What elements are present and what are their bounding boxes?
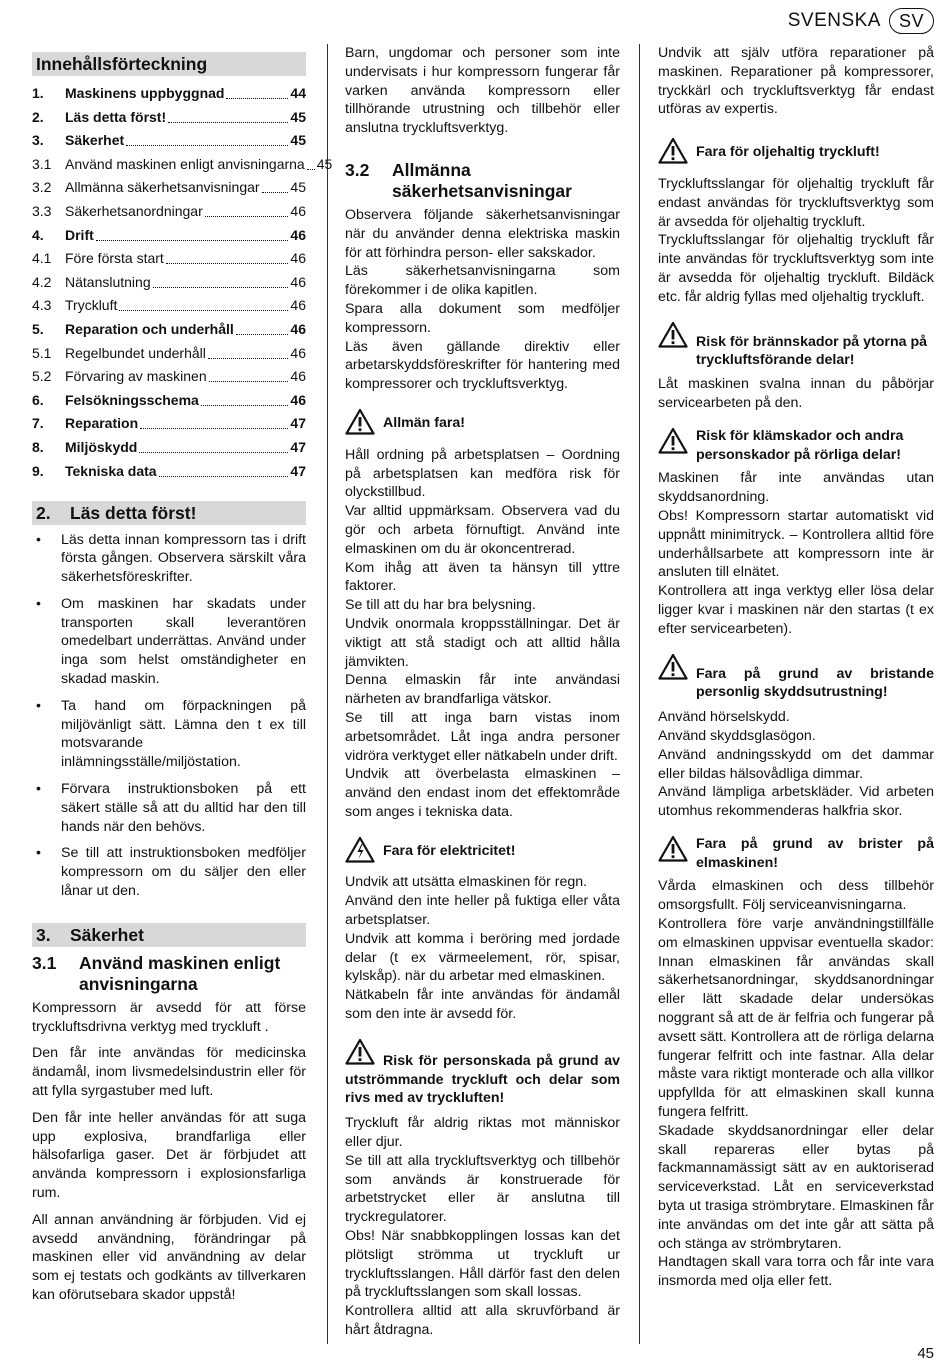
toc-item <box>32 202 306 221</box>
toc-item-title: Felsökningsschema <box>65 391 199 408</box>
warning-triangle-icon <box>658 321 688 354</box>
section-2-bullets <box>32 531 306 901</box>
paragraph: Kom ihåg att även ta hänsyn till yttre faktorer. <box>345 559 620 595</box>
paragraph: Obs! Kompressorn startar automatiskt vid uppnått minimitryck. – Kontrollera alltid före underhållsarbete att kompressorn inte är ansluten till elnätet. <box>658 507 934 581</box>
section-3-heading <box>32 923 306 947</box>
toc-item-page: 47 <box>290 462 306 479</box>
paragraph: Maskinen får inte användas utan skyddsanordning. <box>658 470 934 506</box>
toc-item-number: 3. <box>32 132 44 149</box>
toc-item-title: Miljöskydd <box>65 438 138 455</box>
warning-triangle-icon <box>658 653 688 686</box>
toc-item-page: 46 <box>290 226 306 243</box>
toc-item <box>32 84 306 103</box>
electric-hazard-icon <box>345 836 375 869</box>
toc-title: Innehållsförteckning <box>36 54 208 74</box>
toc-item-title: Reparation <box>65 415 139 432</box>
paragraph: Obs! När snabbkopplingen lossas kan det plötsligt strömma ut tryckluft ur tryckluftsslangen. Håll därför fast den delen på tryckluftsslangen som skall lossas. <box>345 1228 620 1301</box>
toc-leader-dots <box>153 287 289 288</box>
subsection-title: Använd maskinen enligt anvisningarna <box>79 952 281 994</box>
toc-item-title: Reparation och underhåll <box>65 320 234 337</box>
toc-item-title: Läs detta först! <box>65 108 167 125</box>
toc-item <box>32 108 306 127</box>
toc-item-page: 47 <box>290 415 306 432</box>
toc-item <box>32 320 306 339</box>
warning-electric <box>345 836 620 869</box>
toc-item-number: 5. <box>32 320 44 337</box>
toc-item-number: 3.1 <box>32 155 52 172</box>
warning-oil <box>658 137 934 170</box>
toc-item <box>32 178 306 197</box>
toc-item-number: 4.1 <box>32 250 52 267</box>
toc-item <box>32 296 306 315</box>
toc-leader-dots <box>140 428 288 429</box>
section-number: 3. <box>36 924 51 945</box>
toc-item-number: 6. <box>32 391 44 408</box>
paragraph: Använd den inte heller på fuktiga eller våta arbetsplatser. <box>345 893 620 929</box>
page-number: 45 <box>917 1345 934 1362</box>
toc-item <box>32 438 306 457</box>
warning-burn <box>658 321 934 371</box>
bullet-item: • Se till att instruktionsboken medföljer kompressorn om du säljer den eller lånar ut den. <box>32 844 306 900</box>
toc-leader-dots <box>166 263 289 264</box>
paragraph: Läs även gällande direktiv eller arbetarskyddsföreskrifter för hantering med kompressorer och tryckluftsverktyg. <box>345 338 620 393</box>
toc-item-number: 5.2 <box>32 368 52 385</box>
toc-item-number: 3.3 <box>32 202 52 219</box>
subsection-title: Allmänna säkerhetsanvisningar <box>392 159 572 201</box>
toc-item-page: 46 <box>290 320 306 337</box>
warning-title: Fara på grund av brister på elmaskinen! <box>696 835 934 871</box>
intro-paragraph: Undvik att själv utföra reparationer på maskinen. Reparationer på kompressorer, tryckkärl och tryckluftsverktyg får endast utföras av expertis. <box>658 45 934 118</box>
subsection-number: 3.2 <box>345 159 370 180</box>
warning-electric-body <box>345 873 620 1023</box>
toc-item-title: Säkerhet <box>65 132 125 149</box>
section-number: 2. <box>36 502 51 523</box>
paragraph: Använd skyddsglasögon. <box>658 727 816 744</box>
warning-title: Risk för personskada på grund av utströmmande tryckluft och delar som rivs med av tryckluften! <box>345 1052 620 1107</box>
paragraph: Kontrollera att inga verktyg eller lösa delar ligger kvar i maskinen när den startas (t ex efter servicearbeten). <box>658 583 934 637</box>
toc-item-page: 46 <box>290 202 306 219</box>
paragraph: Håll ordning på arbetsplatsen – Oordning på arbetsplatsen kan medföra risk för olyckstillbud. <box>345 446 620 501</box>
paragraph: Denna elmaskin får inte användasi närheten av brandfarliga vätskor. <box>345 672 620 708</box>
toc-list <box>32 84 333 481</box>
toc-item-number: 1. <box>32 85 44 101</box>
toc-item <box>32 462 306 481</box>
toc-item-number: 2. <box>32 108 44 125</box>
intro-paragraph: Barn, ungdomar och personer som inte undervisats i hur kompressorn fungerar får varken använda kompressorn eller tillhörande utrustning och tillbehör eller anslutna tryckluftsverktyg. <box>345 45 620 137</box>
warning-title: Fara på grund av bristande personlig skyddsutrustning! <box>696 665 934 701</box>
paragraph: Var alltid uppmärksam. Observera vad du gör och arbeta förnuftigt. Använd inte elmaskinen om du är okoncentrerad. <box>345 503 620 557</box>
toc-item-page: 46 <box>290 368 306 385</box>
warning-triangle-icon <box>658 137 688 170</box>
paragraph: Vårda elmaskinen och dess tillbehör omsorgsfullt. Följ serviceanvisningarna. <box>658 878 934 914</box>
toc-leader-dots <box>307 169 315 170</box>
subsection-3-1-body <box>32 999 306 1305</box>
warning-crush-body <box>658 469 934 638</box>
language-indicator <box>788 8 934 34</box>
toc-item <box>32 344 306 363</box>
subsection-3-2-heading <box>345 160 620 202</box>
toc-leader-dots <box>205 216 289 217</box>
toc-leader-dots <box>262 192 289 193</box>
paragraph: Observera följande säkerhetsanvisningar när du använder denna elektriska maskin för att förhindra person- eller sakskador. <box>345 206 620 261</box>
paragraph: Undvik att komma i beröring med jordade delar (t ex värmeelement, rör, spisar, kylskåp). när du arbetar med elmaskinen. <box>345 930 620 985</box>
warning-triangle-icon <box>345 1038 375 1071</box>
toc-item-title: Säkerhetsanordningar <box>65 202 203 219</box>
toc-leader-dots <box>96 240 289 241</box>
warning-title: Allmän fara! <box>383 414 465 431</box>
section-title: Läs detta först! <box>70 502 197 523</box>
toc-item-title: Drift <box>65 226 94 243</box>
toc-item-title: Använd maskinen enligt anvisningarna <box>65 155 305 172</box>
column-3 <box>658 44 934 1291</box>
warning-triangle-icon <box>345 408 375 441</box>
paragraph: Använd lämpliga arbetskläder. Vid arbeten utomhus rekommenderas halkfria skor. <box>658 784 934 820</box>
paragraph: Kontrollera före varje användningstillfälle om elmaskinen uppvisar eventuella skador: Innan elmaskinen får användas skall säkerhetsanordningar, skyddsanordningar eller lätt skadade delar undersökas noggrant så att de är felfria och fungerar på avsett sätt. Kontrollera att de rörliga delarna fungerar felfritt och inte fastnar. Alla delar måste vara riktigt monterade och alla villkor uppfyllda för att elmaskinen skall kunna fungera felfritt. <box>658 916 934 1121</box>
paragraph: Tryckluftsslangar för oljehaltig tryckluft får endast användas för tryckluftsverktyg som är avsedda för oljehaltig tryckluft. <box>658 175 934 230</box>
toc-item <box>32 414 306 433</box>
toc-item-page: 45 <box>290 179 306 196</box>
bullet-item: • Förvara instruktionsboken på ett säkert ställe så att du alltid har den till hands när den behövs. <box>32 780 306 836</box>
paragraph: Skadade skyddsanordningar eller delar skall repareras eller bytas på fackmannamässigt sätt av en auktoriserad serviceverkstad. Låt en serviceverkstad byta ut trasiga strömbrytare. Elmaskinen får inte användas om det inte går att sätta på och stänga av strömbrytaren. <box>658 1122 934 1252</box>
toc-item-page: 47 <box>290 438 306 455</box>
toc-item <box>32 367 306 386</box>
toc-leader-dots <box>139 452 288 453</box>
section-2-heading <box>32 501 306 525</box>
warning-defect <box>658 835 934 873</box>
column-divider <box>639 44 640 1344</box>
toc-leader-dots <box>208 358 289 359</box>
toc-leader-dots <box>236 334 289 335</box>
warning-general <box>345 408 620 441</box>
toc-item <box>32 155 333 174</box>
paragraph: Låt maskinen svalna innan du påbörjar servicearbeten på den. <box>658 376 934 411</box>
toc-item-page: 45 <box>290 132 306 149</box>
toc-item-title: Nätanslutning <box>65 273 151 290</box>
toc-item-number: 7. <box>32 415 44 432</box>
toc-item-title: Tekniska data <box>65 462 157 479</box>
toc-item-title: Förvaring av maskinen <box>65 368 207 385</box>
warning-general-body <box>345 446 620 822</box>
toc-item-number: 9. <box>32 462 44 479</box>
toc-leader-dots <box>226 98 288 99</box>
toc-leader-dots <box>201 405 289 406</box>
toc-item-title: Allmänna säkerhetsanvisningar <box>65 179 260 196</box>
toc-heading <box>32 52 306 76</box>
toc-item-page: 45 <box>290 108 306 125</box>
paragraph: Tryckluftsslangar för oljehaltig tryckluft får inte användas för tryckluftsverktyg som inte är avsedda för oljehaltig tryckluft. Bildäck etc. får aldrig fyllas med oljehaltig tryckluft. <box>658 232 934 305</box>
warning-burn-body <box>658 375 934 413</box>
paragraph: Den får inte användas för medicinska ändamål, inom livsmedelsindustrin eller för att fylla syrgastuber med luft. <box>32 1045 306 1100</box>
language-code-badge: SV <box>889 8 934 34</box>
warning-oil-body <box>658 175 934 307</box>
paragraph: Undvik att utsätta elmaskinen för regn. <box>345 874 588 891</box>
toc-item-number: 8. <box>32 438 44 455</box>
warning-protection-body <box>658 708 934 821</box>
toc-leader-dots <box>209 381 289 382</box>
toc-item-number: 5.1 <box>32 344 52 361</box>
column-2 <box>345 44 620 1340</box>
warning-injury-body <box>345 1114 620 1340</box>
toc-item-page: 46 <box>290 297 306 314</box>
toc-item-page: 46 <box>290 344 306 361</box>
bullet-item: • Ta hand om förpackningen på miljövänligt sätt. Lämna den t ex till motsvarande inlämningsställe/miljöstation. <box>32 697 306 772</box>
warning-title: Fara för oljehaltig tryckluft! <box>696 144 880 161</box>
toc-item-number: 3.2 <box>32 179 52 196</box>
toc-item <box>32 273 306 292</box>
warning-injury <box>345 1038 620 1108</box>
toc-item-number: 4. <box>32 226 44 243</box>
toc-item-page: 46 <box>290 250 306 267</box>
paragraph: Se till att du har bra belysning. <box>345 597 536 614</box>
paragraph: Läs säkerhetsanvisningarna som förekommer i de olika kapitlen. <box>345 263 620 299</box>
warning-triangle-icon <box>658 835 688 868</box>
toc-item <box>32 226 306 245</box>
column-divider <box>327 44 328 1344</box>
paragraph: Tryckluft får aldrig riktas mot människor eller djur. <box>345 1115 620 1151</box>
toc-leader-dots <box>126 145 288 146</box>
toc-item-title: Tryckluft <box>65 297 118 314</box>
subsection-3-2-body <box>345 206 620 394</box>
paragraph: Se till att alla tryckluftsverktyg och tillbehör som används är konstruerade för arbetstrycket eller är anslutna till tryckregulatorer. <box>345 1152 620 1226</box>
bullet-item: • Läs detta innan kompressorn tas i drift första gången. Observera särskilt våra säkerhetsföreskrifter. <box>32 531 306 587</box>
toc-item <box>32 131 306 150</box>
language-label: SVENSKA <box>787 10 881 31</box>
warning-title: Risk för klämskador och andra personskador på rörliga delar! <box>696 427 904 463</box>
bullet-item: • Om maskinen har skadats under transporten skall leverantören omedelbart underrättas. Använd under inga som helst omständigheter en skadad maskin. <box>32 595 306 689</box>
warning-crush <box>658 427 934 465</box>
paragraph: Kontrollera alltid att alla skruvförband är hårt åtdragna. <box>345 1303 620 1339</box>
toc-item-title: Före första start <box>65 250 164 267</box>
subsection-3-1-heading <box>32 953 306 995</box>
paragraph: Spara alla dokument som medföljer kompressorn. <box>345 300 620 336</box>
toc-leader-dots <box>159 476 289 477</box>
toc-item-page: 46 <box>290 273 306 290</box>
paragraph: Handtagen skall vara torra och får inte vara insmorda med olja eller fett. <box>658 1254 934 1290</box>
subsection-number: 3.1 <box>32 952 57 973</box>
toc-item <box>32 391 306 410</box>
toc-item-page: 45 <box>316 155 333 172</box>
paragraph: Använd andningsskydd om det dammar eller bildas hälsovådliga dimmar. <box>658 746 934 782</box>
toc-item-number: 4.2 <box>32 273 52 290</box>
paragraph: Nätkabeln får inte användas för ändamål som den inte är avsedd för. <box>345 987 620 1023</box>
warning-title: Fara för elektricitet! <box>383 842 516 859</box>
toc-item-number: 4.3 <box>32 297 52 314</box>
column-1 <box>32 44 333 1313</box>
warning-triangle-icon <box>658 427 688 460</box>
toc-item-title: Regelbundet underhåll <box>65 344 206 361</box>
warning-protection <box>658 653 934 703</box>
toc-item <box>32 249 306 268</box>
toc-item-page: 44 <box>290 85 306 101</box>
toc-item-page: 46 <box>290 391 306 408</box>
warning-title: Risk för brännskador på ytorna på tryckluftsförande delar! <box>696 333 927 369</box>
paragraph: Undvik onormala kroppsställningar. Det är viktigt att stå stadigt och att alltid hålla jämvikten. <box>345 615 620 670</box>
paragraph: Undvik att överbelasta elmaskinen – använd den endast inom det effektområde som anges i tekniska data. <box>345 766 620 820</box>
toc-leader-dots <box>119 310 288 311</box>
toc-item-title: Maskinens uppbyggnad <box>65 85 225 101</box>
warning-defect-body <box>658 877 934 1291</box>
paragraph: Kompressorn är avsedd för att förse tryckluftsdrivna verktyg med tryckluft . <box>32 999 306 1035</box>
paragraph: All annan användning är förbjuden. Vid ej avsedd användning, förändringar på maskinen eller vid användning av delar som ej testats och godkänts av tillverkaren kan oförutsebara skador uppstå! <box>32 1211 306 1303</box>
paragraph: Den får inte heller användas för att suga upp explosiva, brandfarliga eller hälsofarliga gaser. Det är förbjudet att använda kompressorn i explosionsfarliga rum. <box>32 1109 306 1202</box>
section-title: Säkerhet <box>70 924 144 945</box>
paragraph: Använd hörselskydd. <box>658 709 790 726</box>
paragraph: Se till att inga barn vistas inom arbetsområdet. Låt inga andra personer vidröra verktyget eller nätkabeln under drift. <box>345 709 620 764</box>
toc-leader-dots <box>168 122 288 123</box>
